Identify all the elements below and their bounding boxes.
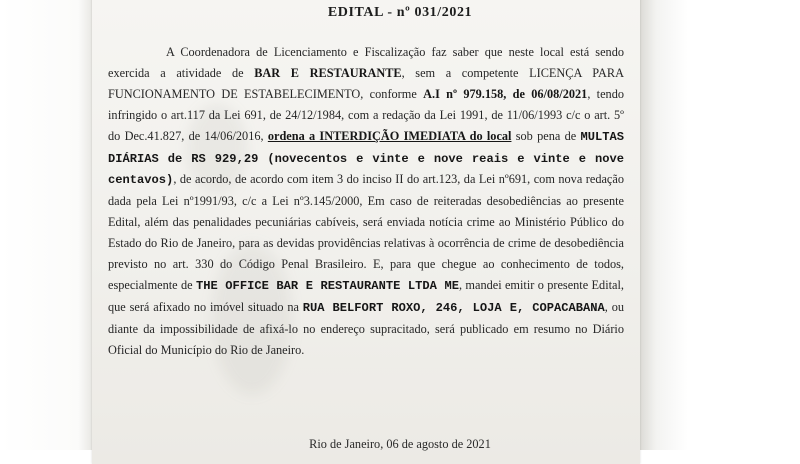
body-text-segment: A Coordenadora de Licenciamento e Fiscalização faz saber que neste local está sendo exercida a atividade de — [108, 45, 624, 80]
background-left — [0, 0, 92, 450]
property-address: RUA BELFORT ROXO, 246, LOJA E, COPACABANA — [302, 300, 605, 315]
body-text-segment: , tendo infringido o art.117 da Lei 691, de 24/12/1984, com a redação da Lei 1991, de 11/06/1993 c/c o art. 5º do Dec.41.827, de 14/06/2016, — [108, 86, 625, 143]
document-body — [108, 42, 624, 361]
date-line: Rio de Janeiro, 06 de agosto de 2021 — [309, 437, 491, 451]
background-right — [640, 0, 800, 450]
interdiction-order: ordena a INTERDIÇÃO IMEDIATA do local — [267, 128, 512, 143]
body-text-segment: , mandei emitir o presente Edital, que será afixado no imóvel situado na — [108, 277, 624, 314]
business-name: THE OFFICE BAR E RESTAURANTE LTDA ME — [195, 278, 459, 293]
body-text-segment: sob pena de — [511, 128, 581, 143]
body-text-segment: , ou diante da impossibilidade de afixá-lo no endereço supracitado, será publicado em resumo no Diário Oficial do Município do Rio de Janeiro. — [108, 299, 624, 357]
activity-name: BAR E RESTAURANTE — [254, 65, 402, 80]
document-title: EDITAL - nº 031/2021 — [327, 5, 473, 20]
daily-fine: MULTAS DIÁRIAS de RS 929,29 (novecentos e vinte e nove reais e vinte e nove centavos) — [108, 129, 624, 188]
infraction-notice-number: A.I nº 979.158, de 06/08/2021 — [423, 86, 588, 101]
body-text-segment: , sem a competente LICENÇA PARA FUNCIONAMENTO DE ESTABELECIMENTO, conforme — [108, 65, 624, 101]
body-text-segment: , de acordo, de acordo com item 3 do inciso II do art.123, da Lei nº691, com nova redação dada pela Lei nº1991/93, c/c a Lei nº3.145/2000, Em caso de reiteradas desobediências ao presente Edital, além das penalidades pecuniárias cabíveis, será enviada notícia crime ao Ministério Público do Estado do Rio de Janeiro, para as devidas providências relativas à ocorrência de crime de desobediência previsto no art. 330 do Código Penal Brasileiro. E, para que chegue ao conhecimento de todos, especialmente de — [108, 172, 624, 292]
